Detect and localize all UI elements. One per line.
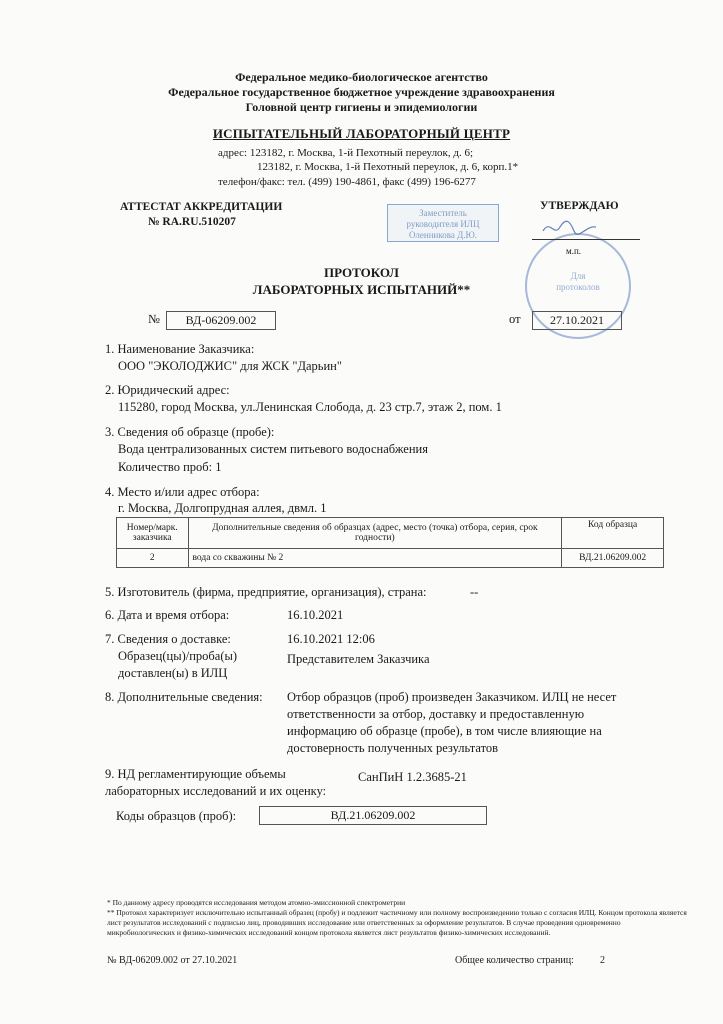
s1-value: ООО "ЭКОЛОДЖИС" для ЖСК "Дарьин"	[118, 359, 342, 373]
table-header-row	[117, 518, 664, 549]
s5-label: 5. Изготовитель (фирма, предприятие, организация), страна:	[105, 585, 427, 599]
s7-sub-label-1: Образец(цы)/проба(ы)	[118, 649, 238, 663]
s8-line-4: достоверность полученных результатов	[287, 741, 499, 755]
table-header-cell: Код образца	[562, 518, 664, 549]
address-line-2: 123182, г. Москва, 1-й Пехотный переулок, д. 6, корп.1*	[257, 161, 519, 173]
s4-label: 4. Место и/или адрес отбора:	[105, 485, 260, 499]
seal-line-1: Для	[570, 271, 586, 281]
stamp-line-3: Оленникова Д.Ю.	[408, 230, 478, 240]
s7-sub-label-2: доставлен(ы) в ИЛЦ	[118, 666, 228, 680]
mp-label: м.п.	[566, 246, 582, 256]
phone-line: телефон/факс: тел. (499) 190-4861, факс (499) 196-6277	[218, 176, 476, 188]
protocol-title-line-2: ЛАБОРАТОРНЫХ ИСПЫТАНИЙ**	[252, 282, 471, 297]
seal-line-2: протоколов	[556, 282, 600, 292]
s2-label: 2. Юридический адрес:	[105, 383, 230, 397]
org-line-2: Федеральное государственное бюджетное учреждение здравоохранения	[168, 85, 555, 99]
s9-label-line-1: 9. НД регламентирующие объемы	[105, 767, 286, 781]
s9-value: СанПиН 1.2.3685-21	[358, 770, 467, 784]
accreditation-block	[120, 200, 282, 230]
s7-label: 7. Сведения о доставке:	[105, 632, 231, 646]
table-cell: 2	[117, 549, 189, 568]
s7-sub-value: Представителем Заказчика	[287, 652, 430, 666]
s3-value-2: Количество проб: 1	[118, 460, 222, 474]
stamp-line-2: руководителя ИЛЦ	[406, 219, 480, 229]
codes-label: Коды образцов (проб):	[116, 809, 237, 823]
stamp-line-1: Заместитель	[419, 208, 467, 218]
footer-pages-value: 2	[600, 955, 605, 966]
s6-value: 16.10.2021	[287, 608, 344, 622]
table-cell: ВД.21.06209.002	[562, 549, 664, 568]
footer-pages-label: Общее количество страниц:	[455, 955, 574, 966]
signature-scribble	[540, 217, 600, 239]
protocol-title	[0, 264, 723, 298]
lab-name: ИСПЫТАТЕЛЬНЫЙ ЛАБОРАТОРНЫЙ ЦЕНТР	[212, 126, 511, 141]
org-line-3: Головной центр гигиены и эпидемиологии	[245, 100, 478, 114]
accreditation-number: № RA.RU.510207	[148, 216, 236, 228]
table-header-cell: Номер/марк. заказчика	[117, 518, 189, 549]
number-prefix: №	[148, 312, 160, 326]
footer-doc-ref: № ВД-06209.002 от 27.10.2021	[107, 955, 238, 966]
samples-table	[116, 517, 664, 568]
date-prefix: от	[509, 312, 521, 326]
table-header-cell: Дополнительные сведения об образцах (адрес, место (точка) отбора, серия, срок годности)	[188, 518, 562, 549]
s8-label: 8. Дополнительные сведения:	[105, 690, 263, 704]
footnote-2: ** Протокол характеризует исключительно испытанный образец (пробу) и подлежит частичному или полному воспроизведению только с согласия ИЛЦ. Концом протокола является лист результатов исследований с подписью лиц, проводивших исследование или ответственных за оформление результатов. В случае проведения одновременно микробиологических и физико-химических исследований концом протокола является лист результатов физико-химических исследований.	[107, 908, 687, 937]
s9-label-line-2: лабораторных исследований и их оценку:	[105, 784, 327, 798]
organization-header	[0, 70, 723, 115]
approval-label: УТВЕРЖДАЮ	[540, 200, 619, 212]
s1-label: 1. Наименование Заказчика:	[105, 342, 255, 356]
s4-value: г. Москва, Долгопрудная аллея, двмл. 1	[118, 501, 327, 515]
table-row	[117, 549, 664, 568]
accreditation-title: АТТЕСТАТ АККРЕДИТАЦИИ	[120, 201, 283, 213]
s7-value: 16.10.2021 12:06	[287, 632, 375, 646]
s8-line-3: информацию об образце (пробе), в том числе влияющие на	[287, 724, 602, 738]
protocol-title-line-1: ПРОТОКОЛ	[324, 265, 399, 280]
address-line-1: адрес: 123182, г. Москва, 1-й Пехотный переулок, д. 6;	[218, 147, 474, 159]
codes-value: ВД.21.06209.002	[259, 806, 487, 825]
s9-label	[105, 766, 326, 800]
protocol-number: ВД-06209.002	[166, 311, 276, 330]
table-cell: вода со скважины № 2	[188, 549, 562, 568]
s8-line-1: Отбор образцов (проб) произведен Заказчиком. ИЛЦ не несет	[287, 690, 617, 704]
org-line-1: Федеральное медико-биологическое агентство	[235, 70, 488, 84]
approver-stamp	[387, 204, 499, 242]
signature-line	[532, 215, 640, 240]
s6-label: 6. Дата и время отбора:	[105, 608, 230, 622]
s2-value: 115280, город Москва, ул.Ленинская Слобода, д. 23 стр.7, этаж 2, пом. 1	[118, 400, 502, 414]
protocol-date: 27.10.2021	[532, 311, 622, 330]
s3-label: 3. Сведения об образце (пробе):	[105, 425, 275, 439]
s3-value-1: Вода централизованных систем питьевого водоснабжения	[118, 442, 428, 456]
s8-text	[287, 689, 616, 757]
s8-line-2: ответственности за отбор, доставку и предоставленную	[287, 707, 585, 721]
s5-value: --	[470, 585, 479, 599]
footnote-1: * По данному адресу проводятся исследования методом атомно-эмиссионной спектрометрии	[107, 898, 406, 907]
